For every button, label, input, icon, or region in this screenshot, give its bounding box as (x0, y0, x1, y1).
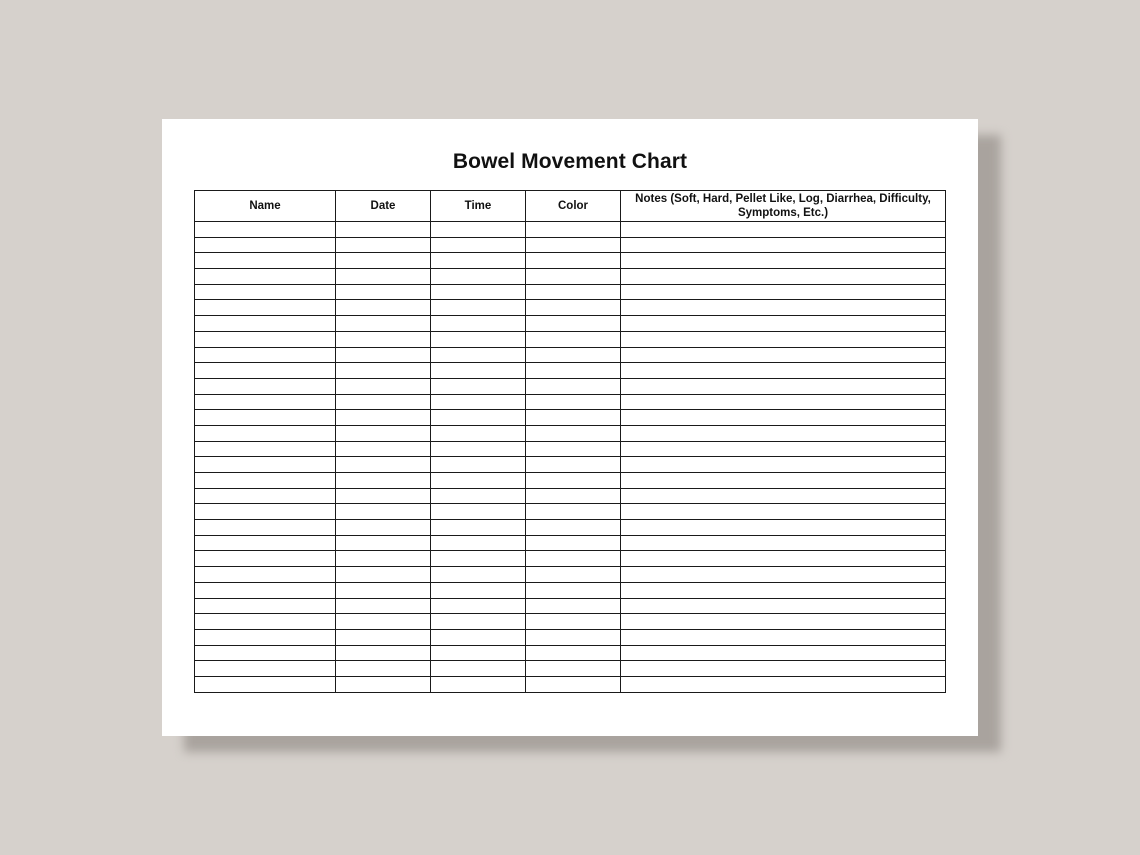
table-row (195, 284, 946, 300)
table-cell (336, 661, 431, 677)
table-cell (621, 504, 946, 520)
table-cell (336, 284, 431, 300)
table-row (195, 629, 946, 645)
table-cell (336, 520, 431, 536)
table-cell (621, 316, 946, 332)
table-cell (431, 300, 526, 316)
table-row (195, 676, 946, 692)
table-cell (526, 504, 621, 520)
table-cell (195, 535, 336, 551)
table-cell (431, 425, 526, 441)
table-cell (526, 331, 621, 347)
table-cell (336, 347, 431, 363)
table-cell (621, 222, 946, 238)
table-cell (526, 269, 621, 285)
table-cell (431, 457, 526, 473)
table-cell (336, 331, 431, 347)
table-row (195, 363, 946, 379)
table-cell (526, 629, 621, 645)
table-cell (431, 316, 526, 332)
table-cell (526, 535, 621, 551)
table-cell (431, 410, 526, 426)
table-cell (621, 237, 946, 253)
table-cell (431, 629, 526, 645)
table-cell (431, 661, 526, 677)
table-cell (336, 425, 431, 441)
table-cell (195, 457, 336, 473)
table-cell (195, 269, 336, 285)
table-cell (195, 645, 336, 661)
table-cell (526, 441, 621, 457)
table-cell (621, 347, 946, 363)
table-row (195, 253, 946, 269)
table-row (195, 410, 946, 426)
table-row (195, 316, 946, 332)
log-table (194, 190, 946, 693)
table-cell (621, 425, 946, 441)
table-cell (195, 629, 336, 645)
column-header-color: Color (526, 191, 621, 222)
table-cell (336, 645, 431, 661)
table-cell (621, 457, 946, 473)
table-cell (336, 410, 431, 426)
table-cell (431, 331, 526, 347)
table-cell (621, 331, 946, 347)
column-header-time: Time (431, 191, 526, 222)
table-cell (621, 567, 946, 583)
table-cell (195, 598, 336, 614)
table-cell (195, 676, 336, 692)
table-cell (195, 614, 336, 630)
column-header-notes: Notes (Soft, Hard, Pellet Like, Log, Diarrhea, Difficulty, Symptoms, Etc.) (621, 191, 946, 222)
table-cell (195, 284, 336, 300)
column-header-date: Date (336, 191, 431, 222)
table-cell (195, 473, 336, 489)
table-cell (431, 551, 526, 567)
table-body (195, 222, 946, 693)
chart-sheet (162, 119, 978, 736)
table-cell (526, 363, 621, 379)
table-row (195, 582, 946, 598)
table-cell (621, 676, 946, 692)
table-cell (526, 284, 621, 300)
table-row (195, 661, 946, 677)
table-cell (526, 488, 621, 504)
table-cell (526, 222, 621, 238)
table-cell (431, 284, 526, 300)
table-cell (195, 425, 336, 441)
table-cell (431, 363, 526, 379)
table-cell (621, 551, 946, 567)
table-cell (621, 284, 946, 300)
table-cell (431, 598, 526, 614)
table-cell (195, 488, 336, 504)
table-cell (621, 645, 946, 661)
table-cell (336, 363, 431, 379)
table-row (195, 331, 946, 347)
table-cell (526, 582, 621, 598)
table-row (195, 598, 946, 614)
table-cell (431, 676, 526, 692)
table-cell (336, 598, 431, 614)
table-row (195, 394, 946, 410)
table-row (195, 614, 946, 630)
table-cell (336, 676, 431, 692)
table-cell (336, 567, 431, 583)
table-cell (431, 504, 526, 520)
table-cell (195, 441, 336, 457)
page-title: Bowel Movement Chart (452, 150, 688, 173)
table-cell (526, 394, 621, 410)
table-cell (195, 520, 336, 536)
table-cell (621, 394, 946, 410)
table-cell (621, 598, 946, 614)
table-cell (336, 300, 431, 316)
table-row (195, 504, 946, 520)
table-cell (621, 378, 946, 394)
table-cell (195, 347, 336, 363)
table-cell (621, 535, 946, 551)
table-cell (195, 582, 336, 598)
table-cell (336, 222, 431, 238)
table-cell (621, 269, 946, 285)
table-cell (431, 488, 526, 504)
table-cell (336, 551, 431, 567)
table-cell (431, 614, 526, 630)
table-row (195, 300, 946, 316)
table-row (195, 237, 946, 253)
table-cell (336, 457, 431, 473)
table-cell (336, 629, 431, 645)
table-row (195, 488, 946, 504)
table-cell (526, 520, 621, 536)
table-cell (621, 473, 946, 489)
table-row (195, 473, 946, 489)
table-cell (621, 253, 946, 269)
table-cell (195, 331, 336, 347)
table-cell (195, 222, 336, 238)
table-cell (431, 378, 526, 394)
column-header-name: Name (195, 191, 336, 222)
table-cell (526, 614, 621, 630)
table-row (195, 269, 946, 285)
table-cell (526, 473, 621, 489)
table-cell (195, 237, 336, 253)
table-cell (526, 378, 621, 394)
table-row (195, 535, 946, 551)
table-row (195, 551, 946, 567)
table-cell (431, 269, 526, 285)
table-cell (526, 551, 621, 567)
table-cell (526, 676, 621, 692)
table-cell (336, 441, 431, 457)
table-cell (336, 378, 431, 394)
table-cell (336, 535, 431, 551)
table-cell (621, 410, 946, 426)
table-cell (195, 378, 336, 394)
table-cell (336, 504, 431, 520)
table-cell (621, 441, 946, 457)
table-cell (526, 300, 621, 316)
table-cell (195, 363, 336, 379)
table-cell (526, 425, 621, 441)
table-cell (431, 535, 526, 551)
table-cell (526, 567, 621, 583)
table-cell (431, 222, 526, 238)
table-row (195, 425, 946, 441)
table-cell (195, 504, 336, 520)
table-cell (336, 582, 431, 598)
table-row (195, 520, 946, 536)
table-row (195, 457, 946, 473)
table-cell (336, 488, 431, 504)
table-cell (336, 269, 431, 285)
table-cell (431, 645, 526, 661)
table-cell (195, 410, 336, 426)
table-cell (621, 300, 946, 316)
table-cell (526, 253, 621, 269)
table-cell (621, 363, 946, 379)
table-cell (526, 347, 621, 363)
table-cell (431, 567, 526, 583)
table-cell (336, 316, 431, 332)
table-cell (431, 394, 526, 410)
table-cell (526, 237, 621, 253)
table-cell (431, 237, 526, 253)
table-cell (336, 237, 431, 253)
table-cell (195, 567, 336, 583)
table-cell (431, 473, 526, 489)
table-header-row (195, 191, 946, 222)
table-cell (431, 582, 526, 598)
table-row (195, 347, 946, 363)
table-cell (431, 347, 526, 363)
table-cell (195, 316, 336, 332)
table-cell (336, 614, 431, 630)
table-row (195, 378, 946, 394)
table-cell (431, 520, 526, 536)
table-cell (621, 582, 946, 598)
table-cell (336, 394, 431, 410)
table-cell (195, 253, 336, 269)
table-row (195, 222, 946, 238)
table-cell (195, 661, 336, 677)
table-cell (526, 645, 621, 661)
table-cell (336, 253, 431, 269)
table-cell (526, 661, 621, 677)
table-row (195, 567, 946, 583)
table-cell (431, 253, 526, 269)
table-row (195, 441, 946, 457)
table-cell (526, 316, 621, 332)
table-cell (195, 394, 336, 410)
table-cell (621, 520, 946, 536)
table-cell (195, 551, 336, 567)
table-cell (621, 629, 946, 645)
table-cell (526, 598, 621, 614)
table-cell (621, 661, 946, 677)
table-row (195, 645, 946, 661)
table-cell (621, 488, 946, 504)
table-cell (621, 614, 946, 630)
table-cell (336, 473, 431, 489)
table-cell (195, 300, 336, 316)
table-cell (526, 410, 621, 426)
table-cell (431, 441, 526, 457)
table-cell (526, 457, 621, 473)
